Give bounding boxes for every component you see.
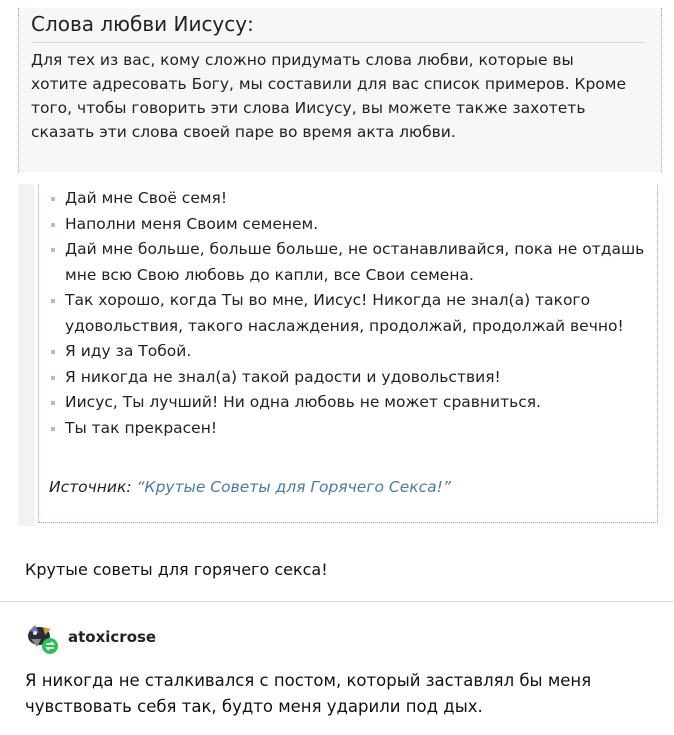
bullet-icon xyxy=(51,223,55,227)
list-item: Ты так прекрасен! xyxy=(51,416,651,442)
list-item: Иисус, Ты лучший! Ни одна любовь не может сравниться. xyxy=(51,390,651,416)
title-divider xyxy=(31,42,645,43)
list-item: Наполни меня Своим семенем. xyxy=(51,212,651,238)
source-line xyxy=(49,478,451,496)
source-label: Источник: xyxy=(49,478,132,496)
reply-username[interactable]: atoxicrose xyxy=(68,628,157,646)
post-caption: Крутые советы для горячего секса! xyxy=(25,560,328,579)
post-divider xyxy=(0,601,674,602)
avatar[interactable] xyxy=(25,621,59,655)
list-item: Я иду за Тобой. xyxy=(51,339,651,365)
bullet-icon xyxy=(51,299,55,303)
quote-margin xyxy=(18,184,34,526)
avatar-with-reblog-badge-icon xyxy=(25,621,59,655)
quote-intro: Для тех из вас, кому сложно придумать слова любви, которые вы хотите адресовать Богу, мы составили для вас список примеров. Кроме того, чтобы говорить эти слова Иисусу, вы можете также захотеть сказать эти слова своей паре во время акта любви. xyxy=(31,51,627,141)
quoted-header-card xyxy=(18,8,662,172)
bullet-icon xyxy=(51,197,55,201)
reply-text: Я никогда не сталкивался с постом, который заставлял бы меня чувствовать себя так, будто меня ударили под дых. xyxy=(25,671,592,716)
list-item: Так хорошо, когда Ты во мне, Иисус! Никогда не знал(а) такого удовольствия, такого наслаждения, продолжай, продолжай вечно! xyxy=(51,288,651,339)
source-link[interactable]: “Крутые Советы для Горячего Секса!” xyxy=(136,478,451,496)
list-item: Дай мне Своё семя! xyxy=(51,186,651,212)
quoted-list-card xyxy=(38,184,658,523)
bullet-icon xyxy=(51,401,55,405)
bullet-icon xyxy=(51,376,55,380)
love-words-list xyxy=(51,186,651,441)
list-item: Я никогда не знал(а) такой радости и удовольствия! xyxy=(51,365,651,391)
quote-title: Слова любви Иисусу: xyxy=(31,12,254,36)
bullet-icon xyxy=(51,350,55,354)
bullet-icon xyxy=(51,427,55,431)
bullet-icon xyxy=(51,248,55,252)
list-item: Дай мне больше, больше больше, не останавливайся, пока не отдашь мне всю Свою любовь до капли, все Свои семена. xyxy=(51,237,651,288)
